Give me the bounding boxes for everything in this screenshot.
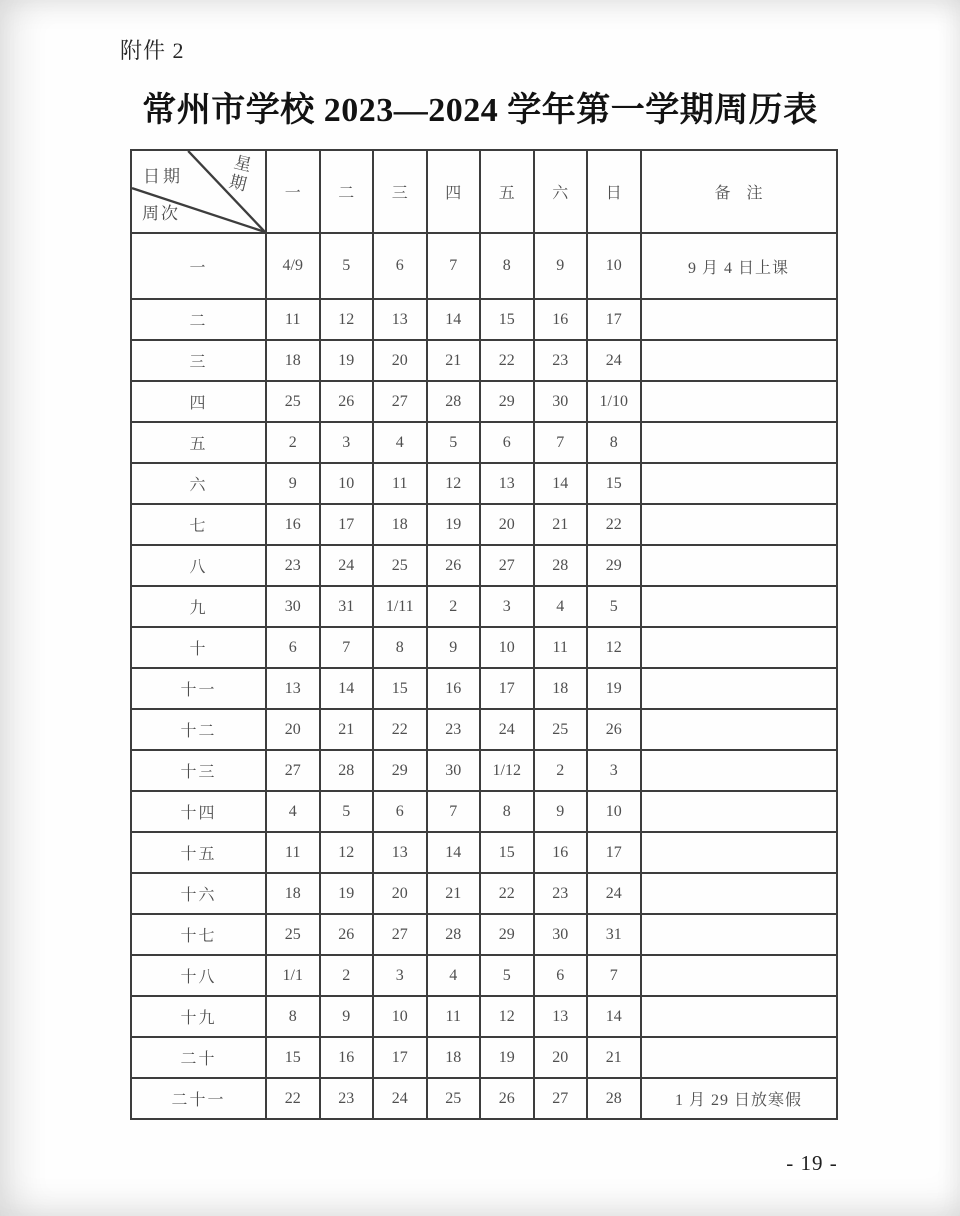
day-date-cell: 1/12 bbox=[480, 750, 534, 791]
week-number-cell: 九 bbox=[131, 586, 266, 627]
table-row bbox=[131, 463, 837, 504]
day-date-cell: 21 bbox=[587, 1037, 641, 1078]
day-date-cell: 31 bbox=[320, 586, 374, 627]
page-number: - 19 - bbox=[786, 1151, 838, 1175]
note-cell bbox=[641, 545, 837, 586]
day-date-cell: 25 bbox=[266, 381, 320, 422]
day-date-cell: 19 bbox=[320, 873, 374, 914]
day-date-cell: 17 bbox=[480, 668, 534, 709]
day-date-cell: 3 bbox=[320, 422, 374, 463]
day-date-cell: 9 bbox=[266, 463, 320, 504]
day-date-cell: 22 bbox=[373, 709, 427, 750]
day-date-cell: 7 bbox=[320, 627, 374, 668]
note-cell bbox=[641, 627, 837, 668]
note-cell: 9 月 4 日上课 bbox=[641, 233, 837, 299]
day-date-cell: 2 bbox=[534, 750, 588, 791]
day-date-cell: 6 bbox=[480, 422, 534, 463]
day-date-cell: 26 bbox=[480, 1078, 534, 1119]
day-date-cell: 4 bbox=[266, 791, 320, 832]
calendar-table-body bbox=[131, 233, 837, 1119]
note-cell bbox=[641, 586, 837, 627]
day-date-cell: 16 bbox=[320, 1037, 374, 1078]
note-cell bbox=[641, 1037, 837, 1078]
day-date-cell: 1/11 bbox=[373, 586, 427, 627]
day-date-cell: 25 bbox=[534, 709, 588, 750]
day-date-cell: 27 bbox=[373, 381, 427, 422]
note-cell bbox=[641, 381, 837, 422]
corner-date-label: 日期 bbox=[143, 167, 183, 186]
day-date-cell: 11 bbox=[427, 996, 481, 1037]
day-date-cell: 17 bbox=[587, 299, 641, 340]
table-row bbox=[131, 914, 837, 955]
day-date-cell: 14 bbox=[427, 299, 481, 340]
day-date-cell: 8 bbox=[480, 233, 534, 299]
day-date-cell: 21 bbox=[534, 504, 588, 545]
note-column-header: 备 注 bbox=[641, 150, 837, 233]
day-date-cell: 9 bbox=[534, 233, 588, 299]
note-cell: 1 月 29 日放寒假 bbox=[641, 1078, 837, 1119]
week-number-cell: 十三 bbox=[131, 750, 266, 791]
day-date-cell: 24 bbox=[373, 1078, 427, 1119]
day-date-cell: 8 bbox=[480, 791, 534, 832]
day-date-cell: 27 bbox=[534, 1078, 588, 1119]
day-date-cell: 25 bbox=[427, 1078, 481, 1119]
week-number-cell: 十七 bbox=[131, 914, 266, 955]
day-date-cell: 18 bbox=[266, 873, 320, 914]
day-date-cell: 24 bbox=[587, 873, 641, 914]
note-cell bbox=[641, 422, 837, 463]
note-cell bbox=[641, 791, 837, 832]
day-date-cell: 15 bbox=[480, 832, 534, 873]
week-number-cell: 六 bbox=[131, 463, 266, 504]
day-date-cell: 26 bbox=[320, 914, 374, 955]
day-date-cell: 17 bbox=[587, 832, 641, 873]
week-number-cell: 十八 bbox=[131, 955, 266, 996]
day-date-cell: 16 bbox=[427, 668, 481, 709]
day-date-cell: 14 bbox=[320, 668, 374, 709]
day-date-cell: 30 bbox=[534, 381, 588, 422]
attachment-label: 附件 2 bbox=[120, 38, 185, 63]
day-date-cell: 18 bbox=[373, 504, 427, 545]
note-cell bbox=[641, 996, 837, 1037]
day-header-mon: 一 bbox=[266, 150, 320, 233]
day-date-cell: 29 bbox=[480, 381, 534, 422]
day-date-cell: 4 bbox=[373, 422, 427, 463]
week-number-cell: 三 bbox=[131, 340, 266, 381]
day-date-cell: 7 bbox=[534, 422, 588, 463]
day-date-cell: 15 bbox=[480, 299, 534, 340]
day-date-cell: 8 bbox=[587, 422, 641, 463]
day-date-cell: 18 bbox=[427, 1037, 481, 1078]
day-date-cell: 30 bbox=[534, 914, 588, 955]
table-row bbox=[131, 381, 837, 422]
day-date-cell: 23 bbox=[427, 709, 481, 750]
day-date-cell: 21 bbox=[320, 709, 374, 750]
corner-week-label: 周次 bbox=[142, 204, 180, 223]
day-date-cell: 4 bbox=[427, 955, 481, 996]
day-date-cell: 12 bbox=[427, 463, 481, 504]
day-date-cell: 20 bbox=[534, 1037, 588, 1078]
day-date-cell: 24 bbox=[480, 709, 534, 750]
day-date-cell: 13 bbox=[266, 668, 320, 709]
note-cell bbox=[641, 299, 837, 340]
day-date-cell: 18 bbox=[266, 340, 320, 381]
day-header-wed: 三 bbox=[373, 150, 427, 233]
note-cell bbox=[641, 914, 837, 955]
week-number-cell: 二 bbox=[131, 299, 266, 340]
week-number-cell: 十二 bbox=[131, 709, 266, 750]
day-date-cell: 11 bbox=[266, 299, 320, 340]
day-date-cell: 3 bbox=[480, 586, 534, 627]
day-date-cell: 11 bbox=[266, 832, 320, 873]
day-date-cell: 20 bbox=[373, 340, 427, 381]
day-date-cell: 4 bbox=[534, 586, 588, 627]
note-cell bbox=[641, 340, 837, 381]
day-date-cell: 17 bbox=[320, 504, 374, 545]
week-number-cell: 八 bbox=[131, 545, 266, 586]
table-row bbox=[131, 340, 837, 381]
table-row bbox=[131, 832, 837, 873]
day-date-cell: 21 bbox=[427, 340, 481, 381]
day-date-cell: 26 bbox=[320, 381, 374, 422]
day-date-cell: 19 bbox=[427, 504, 481, 545]
day-date-cell: 6 bbox=[534, 955, 588, 996]
day-date-cell: 22 bbox=[266, 1078, 320, 1119]
day-date-cell: 16 bbox=[266, 504, 320, 545]
day-date-cell: 27 bbox=[480, 545, 534, 586]
day-date-cell: 19 bbox=[587, 668, 641, 709]
day-date-cell: 10 bbox=[587, 233, 641, 299]
table-row bbox=[131, 299, 837, 340]
day-date-cell: 11 bbox=[373, 463, 427, 504]
table-row bbox=[131, 791, 837, 832]
day-date-cell: 22 bbox=[587, 504, 641, 545]
day-date-cell: 25 bbox=[373, 545, 427, 586]
day-date-cell: 5 bbox=[480, 955, 534, 996]
day-date-cell: 3 bbox=[373, 955, 427, 996]
day-date-cell: 29 bbox=[480, 914, 534, 955]
day-date-cell: 28 bbox=[427, 914, 481, 955]
day-date-cell: 5 bbox=[427, 422, 481, 463]
week-number-cell: 十四 bbox=[131, 791, 266, 832]
day-date-cell: 7 bbox=[427, 233, 481, 299]
week-number-cell: 十 bbox=[131, 627, 266, 668]
day-date-cell: 7 bbox=[427, 791, 481, 832]
day-date-cell: 12 bbox=[480, 996, 534, 1037]
day-date-cell: 6 bbox=[373, 791, 427, 832]
week-number-cell: 十五 bbox=[131, 832, 266, 873]
note-cell bbox=[641, 709, 837, 750]
day-date-cell: 19 bbox=[480, 1037, 534, 1078]
day-date-cell: 9 bbox=[320, 996, 374, 1037]
table-row bbox=[131, 627, 837, 668]
day-date-cell: 10 bbox=[320, 463, 374, 504]
day-date-cell: 8 bbox=[266, 996, 320, 1037]
day-date-cell: 29 bbox=[587, 545, 641, 586]
table-row bbox=[131, 873, 837, 914]
note-cell bbox=[641, 750, 837, 791]
week-number-cell: 十九 bbox=[131, 996, 266, 1037]
day-date-cell: 14 bbox=[534, 463, 588, 504]
day-date-cell: 7 bbox=[587, 955, 641, 996]
day-date-cell: 20 bbox=[266, 709, 320, 750]
note-cell bbox=[641, 463, 837, 504]
page-title: 常州市学校 2023—2024 学年第一学期周历表 bbox=[142, 92, 818, 129]
day-date-cell: 23 bbox=[320, 1078, 374, 1119]
day-header-thu: 四 bbox=[427, 150, 481, 233]
day-date-cell: 5 bbox=[320, 791, 374, 832]
day-date-cell: 13 bbox=[480, 463, 534, 504]
day-date-cell: 5 bbox=[320, 233, 374, 299]
day-header-tue: 二 bbox=[320, 150, 374, 233]
day-date-cell: 23 bbox=[534, 873, 588, 914]
day-date-cell: 11 bbox=[534, 627, 588, 668]
table-row bbox=[131, 1078, 837, 1119]
day-date-cell: 18 bbox=[534, 668, 588, 709]
day-header-sun: 日 bbox=[587, 150, 641, 233]
day-date-cell: 27 bbox=[373, 914, 427, 955]
day-date-cell: 14 bbox=[427, 832, 481, 873]
day-date-cell: 2 bbox=[266, 422, 320, 463]
day-date-cell: 22 bbox=[480, 340, 534, 381]
day-date-cell: 25 bbox=[266, 914, 320, 955]
day-date-cell: 10 bbox=[480, 627, 534, 668]
table-row bbox=[131, 586, 837, 627]
day-date-cell: 29 bbox=[373, 750, 427, 791]
week-number-cell: 十一 bbox=[131, 668, 266, 709]
table-row bbox=[131, 233, 837, 299]
day-date-cell: 16 bbox=[534, 832, 588, 873]
table-row bbox=[131, 504, 837, 545]
day-date-cell: 17 bbox=[373, 1037, 427, 1078]
corner-weekday-label: 星期 bbox=[227, 152, 254, 195]
week-number-cell: 二十一 bbox=[131, 1078, 266, 1119]
day-date-cell: 16 bbox=[534, 299, 588, 340]
day-date-cell: 28 bbox=[534, 545, 588, 586]
day-header-fri: 五 bbox=[480, 150, 534, 233]
table-corner-cell bbox=[131, 150, 266, 233]
day-date-cell: 30 bbox=[266, 586, 320, 627]
day-date-cell: 19 bbox=[320, 340, 374, 381]
day-date-cell: 12 bbox=[320, 832, 374, 873]
table-header-row bbox=[131, 150, 837, 233]
table-row bbox=[131, 545, 837, 586]
day-date-cell: 28 bbox=[427, 381, 481, 422]
day-date-cell: 13 bbox=[534, 996, 588, 1037]
week-number-cell: 五 bbox=[131, 422, 266, 463]
calendar-table bbox=[130, 149, 838, 1120]
day-date-cell: 23 bbox=[266, 545, 320, 586]
day-date-cell: 8 bbox=[373, 627, 427, 668]
table-row bbox=[131, 955, 837, 996]
day-date-cell: 13 bbox=[373, 832, 427, 873]
week-number-cell: 七 bbox=[131, 504, 266, 545]
table-row bbox=[131, 996, 837, 1037]
day-date-cell: 4/9 bbox=[266, 233, 320, 299]
note-cell bbox=[641, 955, 837, 996]
week-number-cell: 二十 bbox=[131, 1037, 266, 1078]
day-date-cell: 20 bbox=[373, 873, 427, 914]
day-date-cell: 21 bbox=[427, 873, 481, 914]
week-number-cell: 四 bbox=[131, 381, 266, 422]
day-date-cell: 12 bbox=[320, 299, 374, 340]
table-row bbox=[131, 668, 837, 709]
day-date-cell: 14 bbox=[587, 996, 641, 1037]
day-header-sat: 六 bbox=[534, 150, 588, 233]
day-date-cell: 12 bbox=[587, 627, 641, 668]
day-date-cell: 31 bbox=[587, 914, 641, 955]
note-cell bbox=[641, 504, 837, 545]
week-number-cell: 十六 bbox=[131, 873, 266, 914]
note-cell bbox=[641, 668, 837, 709]
day-date-cell: 3 bbox=[587, 750, 641, 791]
day-date-cell: 1/10 bbox=[587, 381, 641, 422]
table-row bbox=[131, 750, 837, 791]
day-date-cell: 6 bbox=[373, 233, 427, 299]
day-date-cell: 10 bbox=[373, 996, 427, 1037]
week-number-cell: 一 bbox=[131, 233, 266, 299]
day-date-cell: 2 bbox=[320, 955, 374, 996]
day-date-cell: 15 bbox=[373, 668, 427, 709]
day-date-cell: 26 bbox=[587, 709, 641, 750]
day-date-cell: 20 bbox=[480, 504, 534, 545]
day-date-cell: 30 bbox=[427, 750, 481, 791]
day-date-cell: 5 bbox=[587, 586, 641, 627]
day-date-cell: 28 bbox=[320, 750, 374, 791]
day-date-cell: 27 bbox=[266, 750, 320, 791]
day-date-cell: 24 bbox=[320, 545, 374, 586]
day-date-cell: 15 bbox=[587, 463, 641, 504]
day-date-cell: 28 bbox=[587, 1078, 641, 1119]
day-date-cell: 6 bbox=[266, 627, 320, 668]
note-cell bbox=[641, 832, 837, 873]
day-date-cell: 23 bbox=[534, 340, 588, 381]
day-date-cell: 15 bbox=[266, 1037, 320, 1078]
table-row bbox=[131, 422, 837, 463]
day-date-cell: 10 bbox=[587, 791, 641, 832]
note-cell bbox=[641, 873, 837, 914]
day-date-cell: 9 bbox=[534, 791, 588, 832]
day-date-cell: 2 bbox=[427, 586, 481, 627]
day-date-cell: 9 bbox=[427, 627, 481, 668]
table-row bbox=[131, 709, 837, 750]
day-date-cell: 13 bbox=[373, 299, 427, 340]
day-date-cell: 26 bbox=[427, 545, 481, 586]
day-date-cell: 22 bbox=[480, 873, 534, 914]
day-date-cell: 1/1 bbox=[266, 955, 320, 996]
day-date-cell: 24 bbox=[587, 340, 641, 381]
table-row bbox=[131, 1037, 837, 1078]
